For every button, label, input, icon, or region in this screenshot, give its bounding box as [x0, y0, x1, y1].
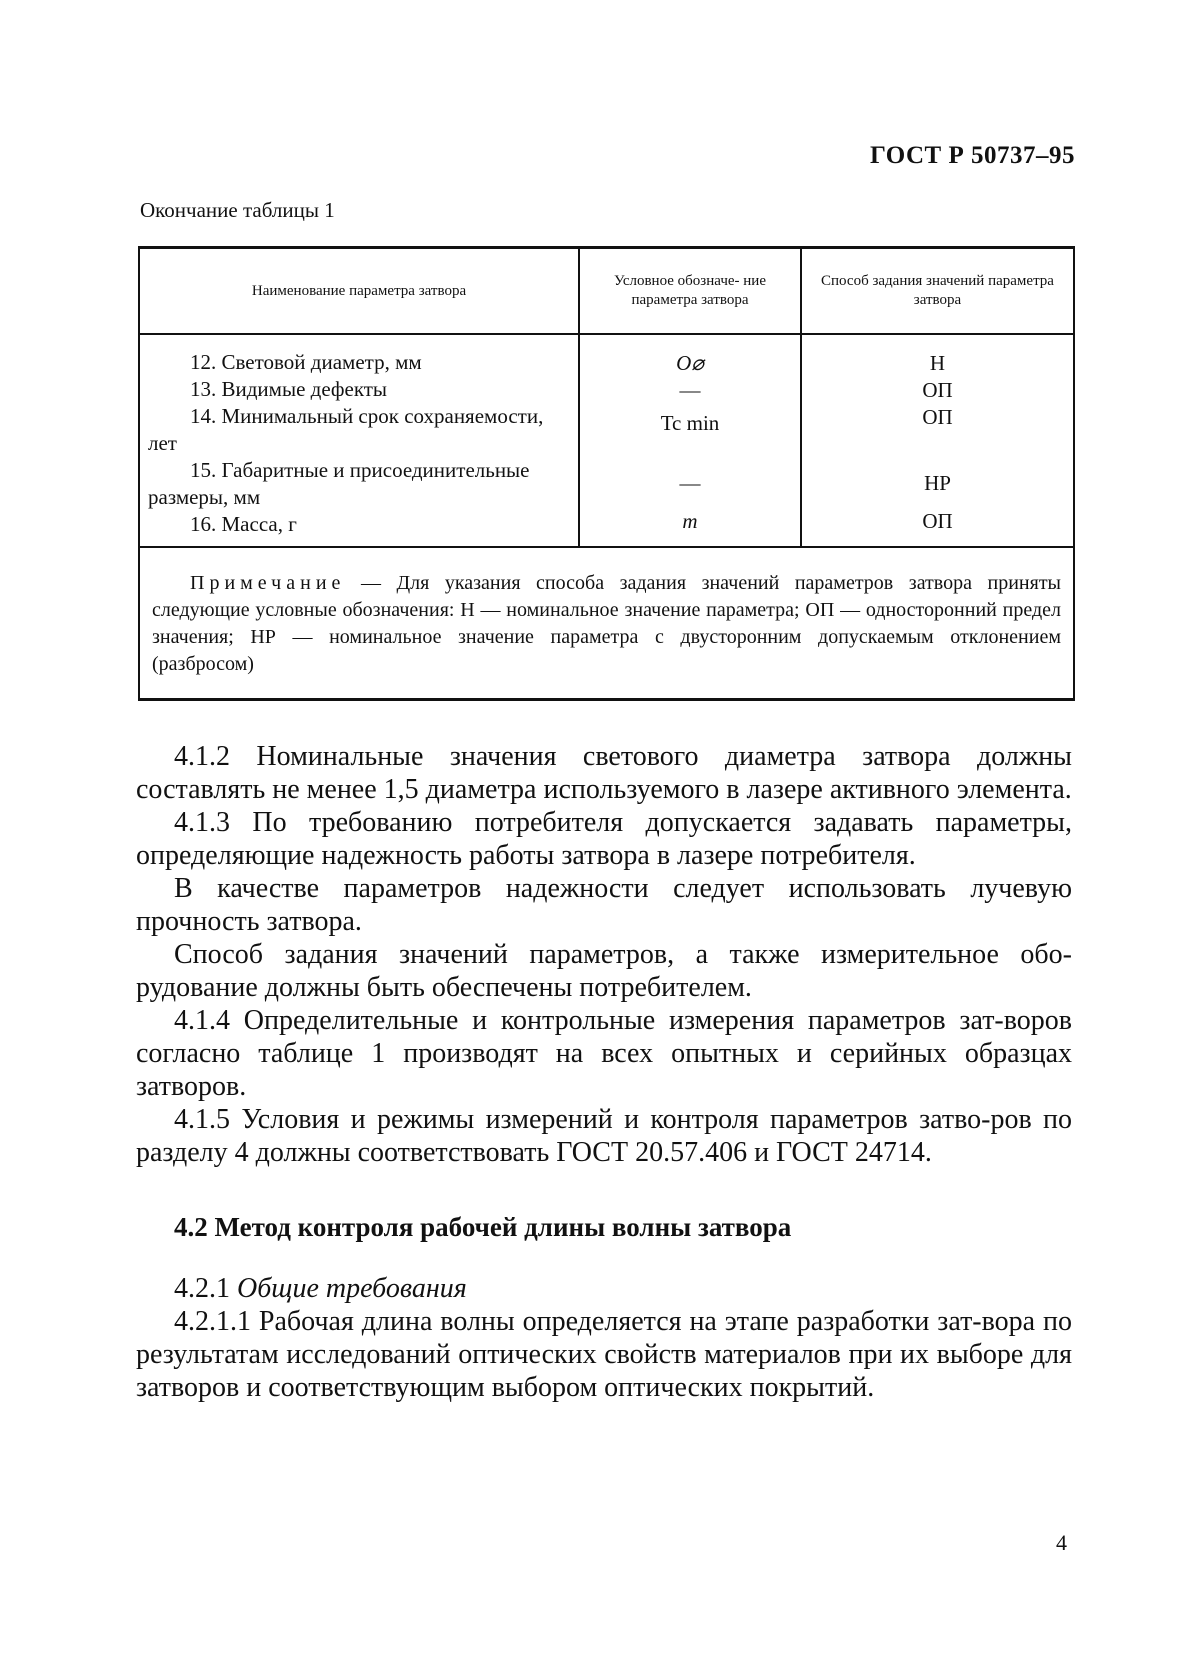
column-header-name: Наименование параметра затвора — [139, 248, 579, 335]
subsection-title — [136, 1272, 1072, 1305]
table-header-row — [139, 248, 1074, 335]
subsection-number: 4.2.1 — [174, 1273, 230, 1304]
column-header-symbol: Условное обозначе- ние параметра затвора — [579, 248, 801, 335]
paragraph-4-1-4: 4.1.4 Определительные и контрольные измерения параметров зат-воров согласно таблице 1 производят на всех опытных и серийных образцах затворов. — [136, 1005, 1072, 1102]
table-note — [139, 547, 1074, 700]
parameter-methods-cell — [801, 334, 1074, 547]
param-name-14: 14. Минимальный срок сохраняемости, лет — [148, 404, 544, 455]
paragraph-reliability: В качестве параметров надежности следует использовать лучевую прочность затвора. — [136, 873, 1072, 937]
standard-designation: ГОСТ Р 50737–95 — [869, 142, 1075, 169]
paragraph-4-1-5: 4.1.5 Условия и режимы измерений и контроля параметров затво-ров по разделу 4 должны соответствовать ГОСТ 20.57.406 и ГОСТ 24714. — [136, 1104, 1072, 1168]
note-text: — Для указания способа задания значений параметров затвора приняты следующие условные обозначения: Н — номинальное значение параметра; ОП — односторонний предел значения; НР — номинальное значение параметра с двусторонним допускаемым отклонением (разбросом) — [152, 572, 1061, 675]
note-label: Примечание — [190, 572, 346, 594]
table-body-row — [139, 334, 1074, 547]
page-number: 4 — [1056, 1530, 1067, 1555]
parameter-symbols-cell — [579, 334, 801, 547]
symbol-dimensions: — — [679, 471, 701, 495]
parameter-names-cell — [139, 334, 579, 547]
paragraph-equipment: Способ задания значений параметров, а также измерительное обо-рудование должны быть обеспечены потребителем. — [136, 939, 1072, 1003]
symbol-light-diameter: O⌀ — [676, 351, 704, 375]
parameters-table — [138, 246, 1075, 701]
method-visible-defects: ОП — [922, 378, 953, 402]
paragraph-4-1-2: 4.1.2 Номинальные значения светового диаметра затвора должны составлять не менее 1,5 диаметра используемого в лазере активного элемента. — [136, 741, 1072, 805]
symbol-shelf-life: Tc min — [660, 411, 720, 435]
column-header-method: Способ задания значений параметра затвора — [801, 248, 1074, 335]
symbol-mass: m — [682, 509, 698, 533]
param-name-15: 15. Габаритные и присоединительные размеры, мм — [148, 458, 530, 509]
table-caption: Окончание таблицы 1 — [140, 198, 335, 222]
symbol-visible-defects: — — [679, 378, 701, 402]
method-shelf-life: ОП — [922, 405, 953, 429]
method-light-diameter: Н — [929, 351, 946, 375]
param-name-16: 16. Масса, г — [190, 512, 297, 536]
subsection-name: Общие требования — [237, 1273, 467, 1304]
table-note-row — [139, 547, 1074, 700]
main-text — [136, 740, 1072, 1404]
method-mass: ОП — [922, 509, 953, 533]
param-name-12: 12. Световой диаметр, мм — [190, 350, 422, 374]
paragraph-4-1-3: 4.1.3 По требованию потребителя допускается задавать параметры, определяющие надежность работы затвора в лазере потребителя. — [136, 807, 1072, 871]
paragraph-4-2-1-1: 4.2.1.1 Рабочая длина волны определяется на этапе разработки зат-вора по результатам исследований оптических свойств материалов при их выборе для затворов и соответствующим выбором оптических покрытий. — [136, 1306, 1072, 1403]
section-heading: 4.2 Метод контроля рабочей длины волны затвора — [174, 1212, 792, 1242]
method-dimensions: НР — [924, 471, 951, 495]
param-name-13: 13. Видимые дефекты — [190, 377, 388, 401]
